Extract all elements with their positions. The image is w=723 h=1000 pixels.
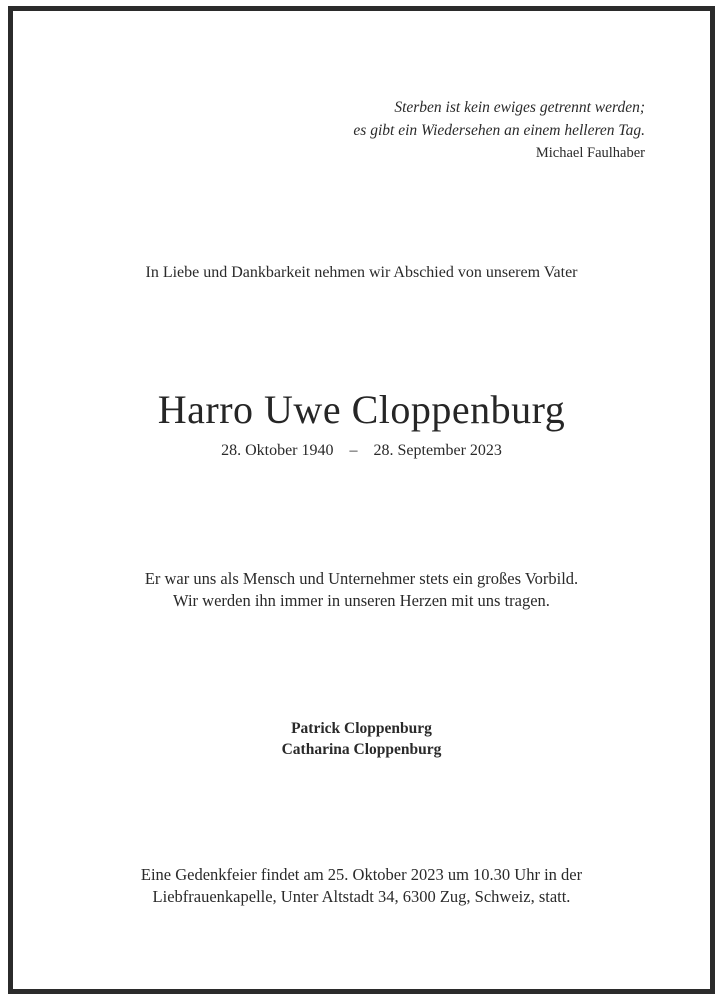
ceremony-info	[0, 864, 723, 908]
tribute-line-1: Er war uns als Mensch und Unternehmer stets ein großes Vorbild.	[144, 569, 579, 588]
quote-block	[353, 96, 645, 165]
life-dates	[0, 442, 723, 460]
tribute-text	[0, 568, 723, 612]
ceremony-line-2: Liebfrauenkapelle, Unter Altstadt 34, 6300 Zug, Schweiz, statt.	[152, 887, 571, 906]
birth-date: 28. Oktober 1940	[221, 442, 334, 459]
death-date: 28. September 2023	[373, 442, 502, 459]
family-member: Catharina Cloppenburg	[281, 741, 442, 758]
quote-line-1: Sterben ist kein ewiges getrennt werden;	[394, 99, 645, 116]
date-separator: –	[349, 442, 358, 459]
family-member: Patrick Cloppenburg	[291, 720, 432, 737]
intro-text: In Liebe und Dankbarkeit nehmen wir Abschied von unserem Vater	[145, 264, 578, 281]
quote-author: Michael Faulhaber	[535, 145, 645, 161]
tribute-line-2: Wir werden ihn immer in unseren Herzen mit uns tragen.	[173, 591, 550, 610]
quote-line-2: es gibt ein Wiedersehen an einem helleren Tag.	[353, 122, 645, 139]
ceremony-line-1: Eine Gedenkfeier findet am 25. Oktober 2023 um 10.30 Uhr in der	[140, 865, 583, 884]
deceased-name: Harro Uwe Cloppenburg	[157, 387, 566, 432]
family-names	[0, 718, 723, 760]
